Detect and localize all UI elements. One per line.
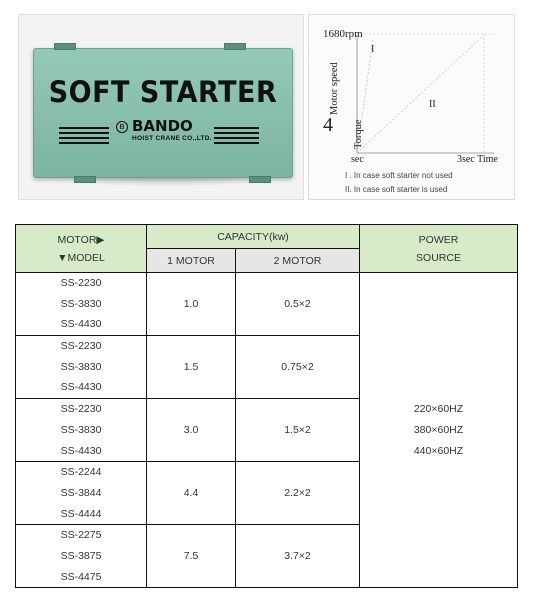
- col-2-motor-header: 2 MOTOR: [236, 249, 360, 273]
- col-1-motor-header: 1 MOTOR: [147, 249, 236, 273]
- y-axis-label: Motor speed: [329, 62, 340, 115]
- two-motor-cell: 3.7×2: [236, 525, 360, 588]
- model-name: SS-2275: [60, 529, 102, 542]
- one-motor-cell: 1.0: [147, 273, 236, 336]
- brand-name: BANDO: [132, 117, 193, 135]
- power-source-cell: [360, 273, 518, 588]
- power-value: 220×60HZ: [413, 403, 464, 416]
- product-photo: [18, 14, 304, 200]
- power-value: 380×60HZ: [413, 423, 464, 436]
- model-cell: [16, 462, 147, 525]
- power-source-header: [360, 225, 518, 273]
- power-header-text: POWER: [418, 233, 459, 246]
- one-motor-cell: 3.0: [147, 399, 236, 462]
- model-name: SS-3830: [60, 360, 102, 373]
- one-motor-cell: 7.5: [147, 525, 236, 588]
- model-name: SS-3830: [60, 423, 102, 436]
- mount-tab: [249, 176, 271, 183]
- model-cell: [16, 525, 147, 588]
- soft-starter-unit: [33, 48, 293, 178]
- model-cell: [16, 273, 147, 336]
- model-name: SS-3830: [60, 297, 102, 310]
- model-header-text: ▼MODEL: [57, 251, 105, 264]
- spec-table: [15, 224, 518, 588]
- legend-item-1: I . In case soft starter not used: [345, 171, 453, 180]
- model-cell: [16, 399, 147, 462]
- model-name: SS-4430: [60, 381, 102, 394]
- mount-tab: [224, 43, 246, 50]
- motor-model-header: [16, 225, 147, 273]
- bando-logo-icon: B: [116, 121, 128, 133]
- table-row: [16, 273, 518, 336]
- model-name: SS-2230: [60, 277, 102, 289]
- product-title: SOFT STARTER: [48, 75, 278, 110]
- numeral-mark: 4: [323, 114, 333, 136]
- model-name: SS-4430: [60, 318, 102, 331]
- one-motor-cell: 4.4: [147, 462, 236, 525]
- torque-label: Torque: [353, 119, 364, 149]
- model-name: SS-4444: [60, 507, 102, 520]
- curve-2-label: II: [429, 99, 436, 110]
- model-name: SS-3844: [60, 486, 102, 499]
- speed-torque-graph: [308, 14, 515, 200]
- source-header-text: SOURCE: [416, 251, 461, 264]
- two-motor-cell: 1.5×2: [236, 399, 360, 462]
- model-name: SS-4430: [60, 444, 102, 457]
- model-name: SS-2230: [60, 403, 102, 416]
- stripes-left: [59, 127, 109, 147]
- two-motor-cell: 0.75×2: [236, 336, 360, 399]
- model-cell: [16, 336, 147, 399]
- x-end-label: 3sec Time: [457, 154, 498, 165]
- stripes-right: [214, 127, 259, 147]
- power-value: 440×60HZ: [413, 444, 464, 457]
- motor-header-text: MOTOR▶: [57, 233, 105, 246]
- graph-svg: [309, 15, 516, 201]
- model-name: SS-3875: [60, 549, 102, 562]
- model-name: SS-4475: [60, 570, 102, 583]
- mount-tab: [74, 176, 96, 183]
- one-motor-cell: 1.5: [147, 336, 236, 399]
- two-motor-cell: 2.2×2: [236, 462, 360, 525]
- mount-tab: [54, 43, 76, 50]
- rpm-label: 1680rpm: [323, 28, 363, 40]
- model-name: SS-2230: [60, 340, 102, 353]
- curve-2: [357, 35, 484, 153]
- capacity-header: CAPACITY(kw): [147, 225, 360, 249]
- curve-1-label: I: [371, 44, 375, 55]
- model-name: SS-2244: [60, 466, 102, 479]
- brand-subtitle: HOIST CRANE CO.,LTD.: [132, 135, 212, 142]
- x-start-label: sec: [351, 154, 364, 165]
- legend-item-2: II. In case soft starter is used: [345, 185, 448, 194]
- two-motor-cell: 0.5×2: [236, 273, 360, 336]
